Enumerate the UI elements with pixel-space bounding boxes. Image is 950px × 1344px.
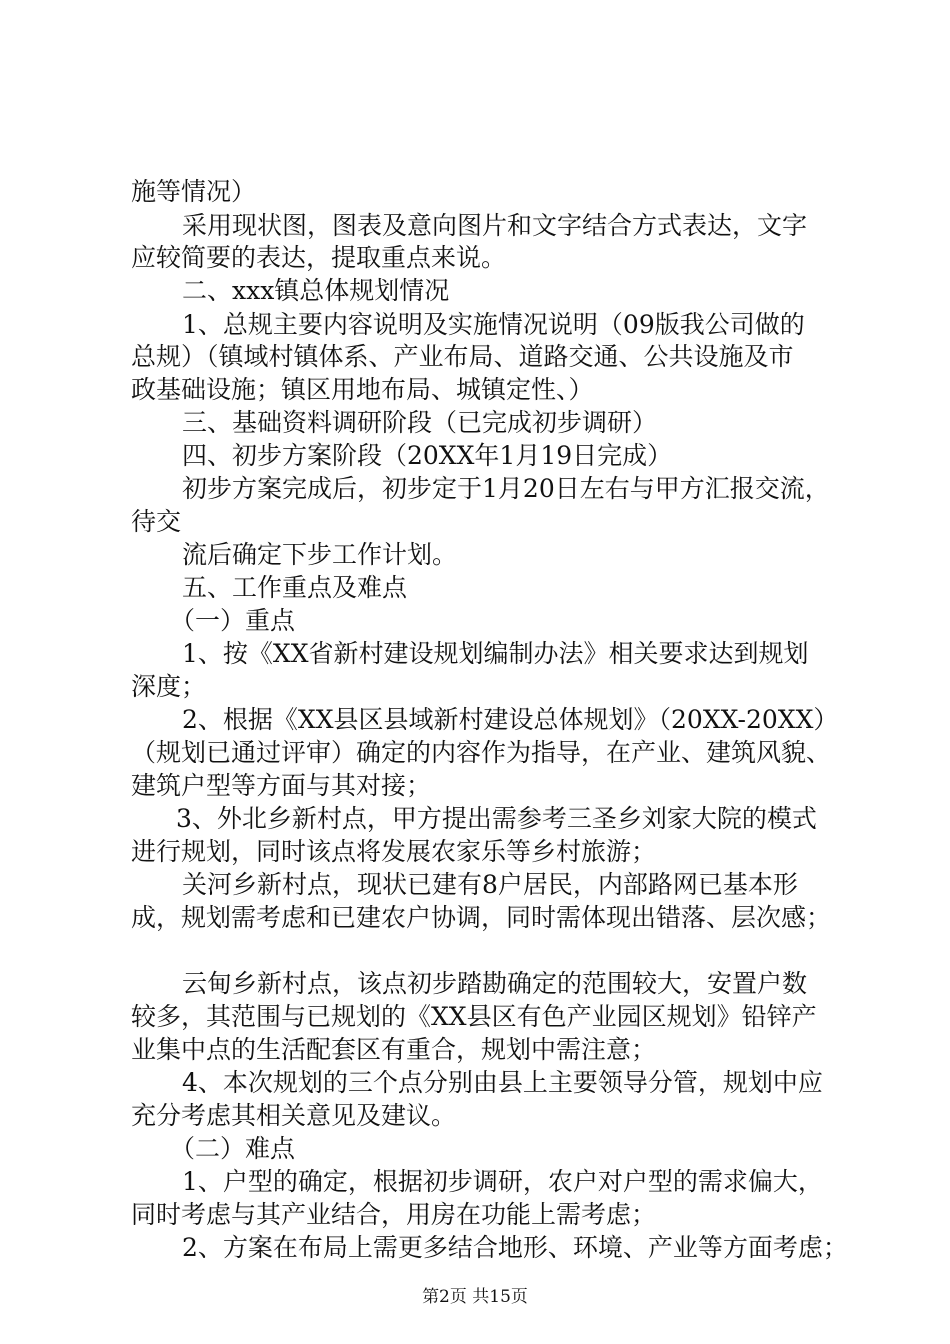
section-heading: 二、xxx镇总体规划情况 [182, 276, 450, 305]
section-heading: 三、基础资料调研阶段（已完成初步调研） [182, 408, 658, 437]
text-line: 充分考虑其相关意见及建议。 [131, 1101, 457, 1130]
text-line: 1、户型的确定，根据初步调研，农户对户型的需求偏大， [182, 1167, 823, 1196]
text-line: 初步方案完成后，初步定于1月20日左右与甲方汇报交流， [182, 474, 830, 503]
text-line: 应较简要的表达，提取重点来说。 [131, 243, 507, 272]
text-line: 施等情况） [131, 177, 257, 206]
text-line: 建筑户型等方面与其对接； [131, 771, 432, 800]
section-heading: 四、初步方案阶段（20XX年1月19日完成） [182, 441, 673, 470]
text-line: 较多，其范围与已规划的《XX县区有色产业园区规划》铅锌产 [131, 1002, 817, 1031]
text-line: 2、方案在布局上需更多结合地形、环境、产业等方面考虑； [182, 1233, 848, 1262]
text-line: 政基础设施；镇区用地布局、城镇定性、） [131, 375, 594, 404]
text-line: 业集中点的生活配套区有重合，规划中需注意； [131, 1035, 657, 1064]
text-line: 深度； [131, 672, 207, 701]
text-line: 同时考虑与其产业结合，用房在功能上需考虑； [131, 1200, 657, 1229]
text-line: 进行规划，同时该点将发展农家乐等乡村旅游； [131, 837, 657, 866]
section-heading: 五、工作重点及难点 [182, 573, 408, 602]
text-line: 总规）（镇域村镇体系、产业布局、道路交通、公共设施及市 [131, 342, 794, 371]
text-line: 待交 [131, 507, 182, 536]
text-line: 4、本次规划的三个点分别由县上主要领导分管，规划中应 [182, 1068, 823, 1097]
page-number-footer: 第2页 共15页 [422, 1287, 528, 1307]
text-line: 1、按《XX省新村建设规划编制办法》相关要求达到规划 [182, 639, 809, 668]
subsection-heading: （二）难点 [170, 1134, 296, 1163]
text-line: 流后确定下步工作计划。 [182, 540, 458, 569]
subsection-heading: （一）重点 [170, 606, 296, 635]
text-line: 3、外北乡新村点，甲方提出需参考三圣乡刘家大院的模式 [176, 804, 817, 833]
text-line: （规划已通过评审）确定的内容作为指导，在产业、建筑风貌、 [131, 738, 832, 767]
text-line: 关河乡新村点，现状已建有8户居民，内部路网已基本形 [182, 870, 798, 899]
text-line: 成，规划需考虑和已建农户协调，同时需体现出错落、层次感； [131, 903, 832, 932]
text-line: 云甸乡新村点，该点初步踏勘确定的范围较大，安置户数 [182, 969, 808, 998]
text-line: 采用现状图，图表及意向图片和文字结合方式表达，文字 [182, 211, 808, 240]
text-line: 2、根据《XX县区县域新村建设总体规划》（20XX-20XX） [182, 705, 839, 734]
text-line: 1、总规主要内容说明及实施情况说明（09版我公司做的 [182, 310, 805, 339]
